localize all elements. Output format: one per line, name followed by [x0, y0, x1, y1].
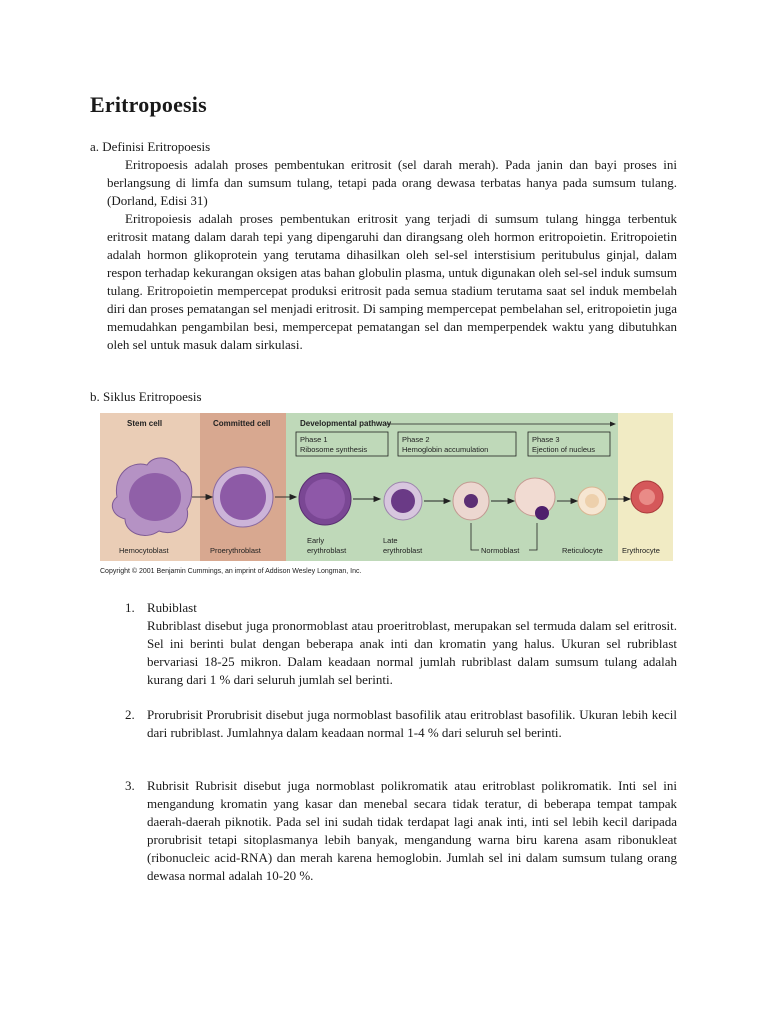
early-label-2: erythroblast — [307, 546, 347, 555]
late-label-1: Late — [383, 536, 398, 545]
phase1-label: Phase 1 — [300, 435, 328, 444]
figure-copyright: Copyright © 2001 Benjamin Cummings, an imprint of Addison Wesley Longman, Inc. — [100, 568, 362, 575]
late-erythroblast-nucleus — [391, 489, 415, 513]
section-b-heading: b. Siklus Eritropoesis — [90, 389, 202, 404]
list-number-3: 3. — [125, 778, 135, 793]
pathway-label: Developmental pathway — [300, 419, 392, 428]
phase2-label: Phase 2 — [402, 435, 430, 444]
committed-cell-label: Committed cell — [213, 419, 271, 428]
list-item-3-text: Rubrisit Rubrisit disebut juga normoblast polikromatik atau eritroblast polikromatik. Inti sel ini mengandung kromatin yang kasar dan menebal secara tidak teratur, di beberapa tempat tampak daerah-daerah piknotik. Pada sel ini sudah tidak terdapat lagi anak inti, inti sel lebih kecil daripada prorubrisit tetapi sitoplasmanya lebih banyak, mengandung warna biru karena asam ribonukleat (ribonucleic acid-RNA) dan merah karena hemoglobin. Jumlah sel ini dalam sumsum tulang orang dewasa normal adalah 10-20 %. — [147, 778, 677, 883]
early-label-1: Early — [307, 536, 325, 545]
phase3-label: Phase 3 — [532, 435, 560, 444]
early-erythroblast-nucleus — [305, 479, 345, 519]
normoblast-cell-2 — [515, 478, 555, 516]
reticulocyte-center — [585, 494, 599, 508]
ejected-nucleus — [535, 506, 549, 520]
stem-cell-label: Stem cell — [127, 419, 163, 428]
list-number-1: 1. — [125, 600, 135, 615]
erythrocyte-center — [639, 489, 655, 505]
hemocytoblast-nucleus — [129, 473, 181, 521]
hemocytoblast-label: Hemocytoblast — [119, 546, 169, 555]
phase2-desc: Hemoglobin accumulation — [402, 445, 489, 454]
erythrocyte-label: Erythrocyte — [622, 546, 660, 555]
list-number-2: 2. — [125, 707, 135, 722]
phase3-desc: Ejection of nucleus — [532, 445, 595, 454]
paragraph-definition-2: Eritropoiesis adalah proses pembentukan eritrosit yang terjadi di sumsum tulang hingga terbentuk eritrosit matang dalam darah tepi yang dipengaruhi dan dirangsang oleh hormon eritropoietin. Eritropoietin adalah hormon glikoprotein yang terutama dihasilkan oleh sel-sel interstisium peritubulus ginjal, dalam respon terhadap kekurangan oksigen atas bahan globulin plasma, untuk digunakan oleh sel-sel induk sumsum tulang. Eritropoietin mempercepat produksi eritrosit pada semua stadium terutama saat sel induk membelah diri dan proses pematangan sel menjadi eritrosit. Di samping mempercepat pembelahan sel, eritropoietin juga memudahkan pengambilan besi, mempercepat pematangan sel dan memperpendek waktu yang dibutuhkan oleh sel untuk masuk dalam sirkulasi. — [107, 211, 677, 352]
section-a-heading: a. Definisi Eritropoesis — [90, 139, 211, 154]
reticulocyte-label: Reticulocyte — [562, 546, 603, 555]
late-label-2: erythroblast — [383, 546, 423, 555]
list-item-1-text: Rubriblast disebut juga pronormoblast atau proeritroblast, merupakan sel termuda dalam sel eritrosit. Sel ini berinti bulat dengan beberapa anak inti dan kromatin yang halus. Ukuran sel rubriblast bervariasi 18-25 mikron. Dalam keadaan normal jumlah rubriblast dalam sumsum tulang adalah kurang dari 1 % dari seluruh jumlah sel berinti. — [147, 618, 677, 687]
normoblast-label: Normoblast — [481, 546, 520, 555]
list-item-2-text: Prorubrisit Prorubrisit disebut juga normoblast basofilik atau eritroblast basofilik. Ukuran lebih kecil dari rubriblast. Jumlahnya dalam keadaan normal 1-4 % dari seluruh sel berinti. — [147, 707, 677, 740]
list-item-1-heading: Rubiblast — [147, 600, 197, 615]
erythropoiesis-figure — [95, 405, 678, 580]
proerythroblast-label: Proerythroblast — [210, 546, 261, 555]
phase1-desc: Ribosome synthesis — [300, 445, 368, 454]
normoblast-nucleus-1 — [464, 494, 478, 508]
page-title: Eritropoesis — [90, 92, 207, 117]
paragraph-definition-1: Eritropoesis adalah proses pembentukan eritrosit (sel darah merah). Pada janin dan bayi proses ini berlangsung di limfa dan sumsum tulang, tetapi pada orang dewasa terbatas hanya pada sumsum tulang. (Dorland, Edisi 31) — [107, 157, 677, 208]
proerythroblast-nucleus — [220, 474, 266, 520]
